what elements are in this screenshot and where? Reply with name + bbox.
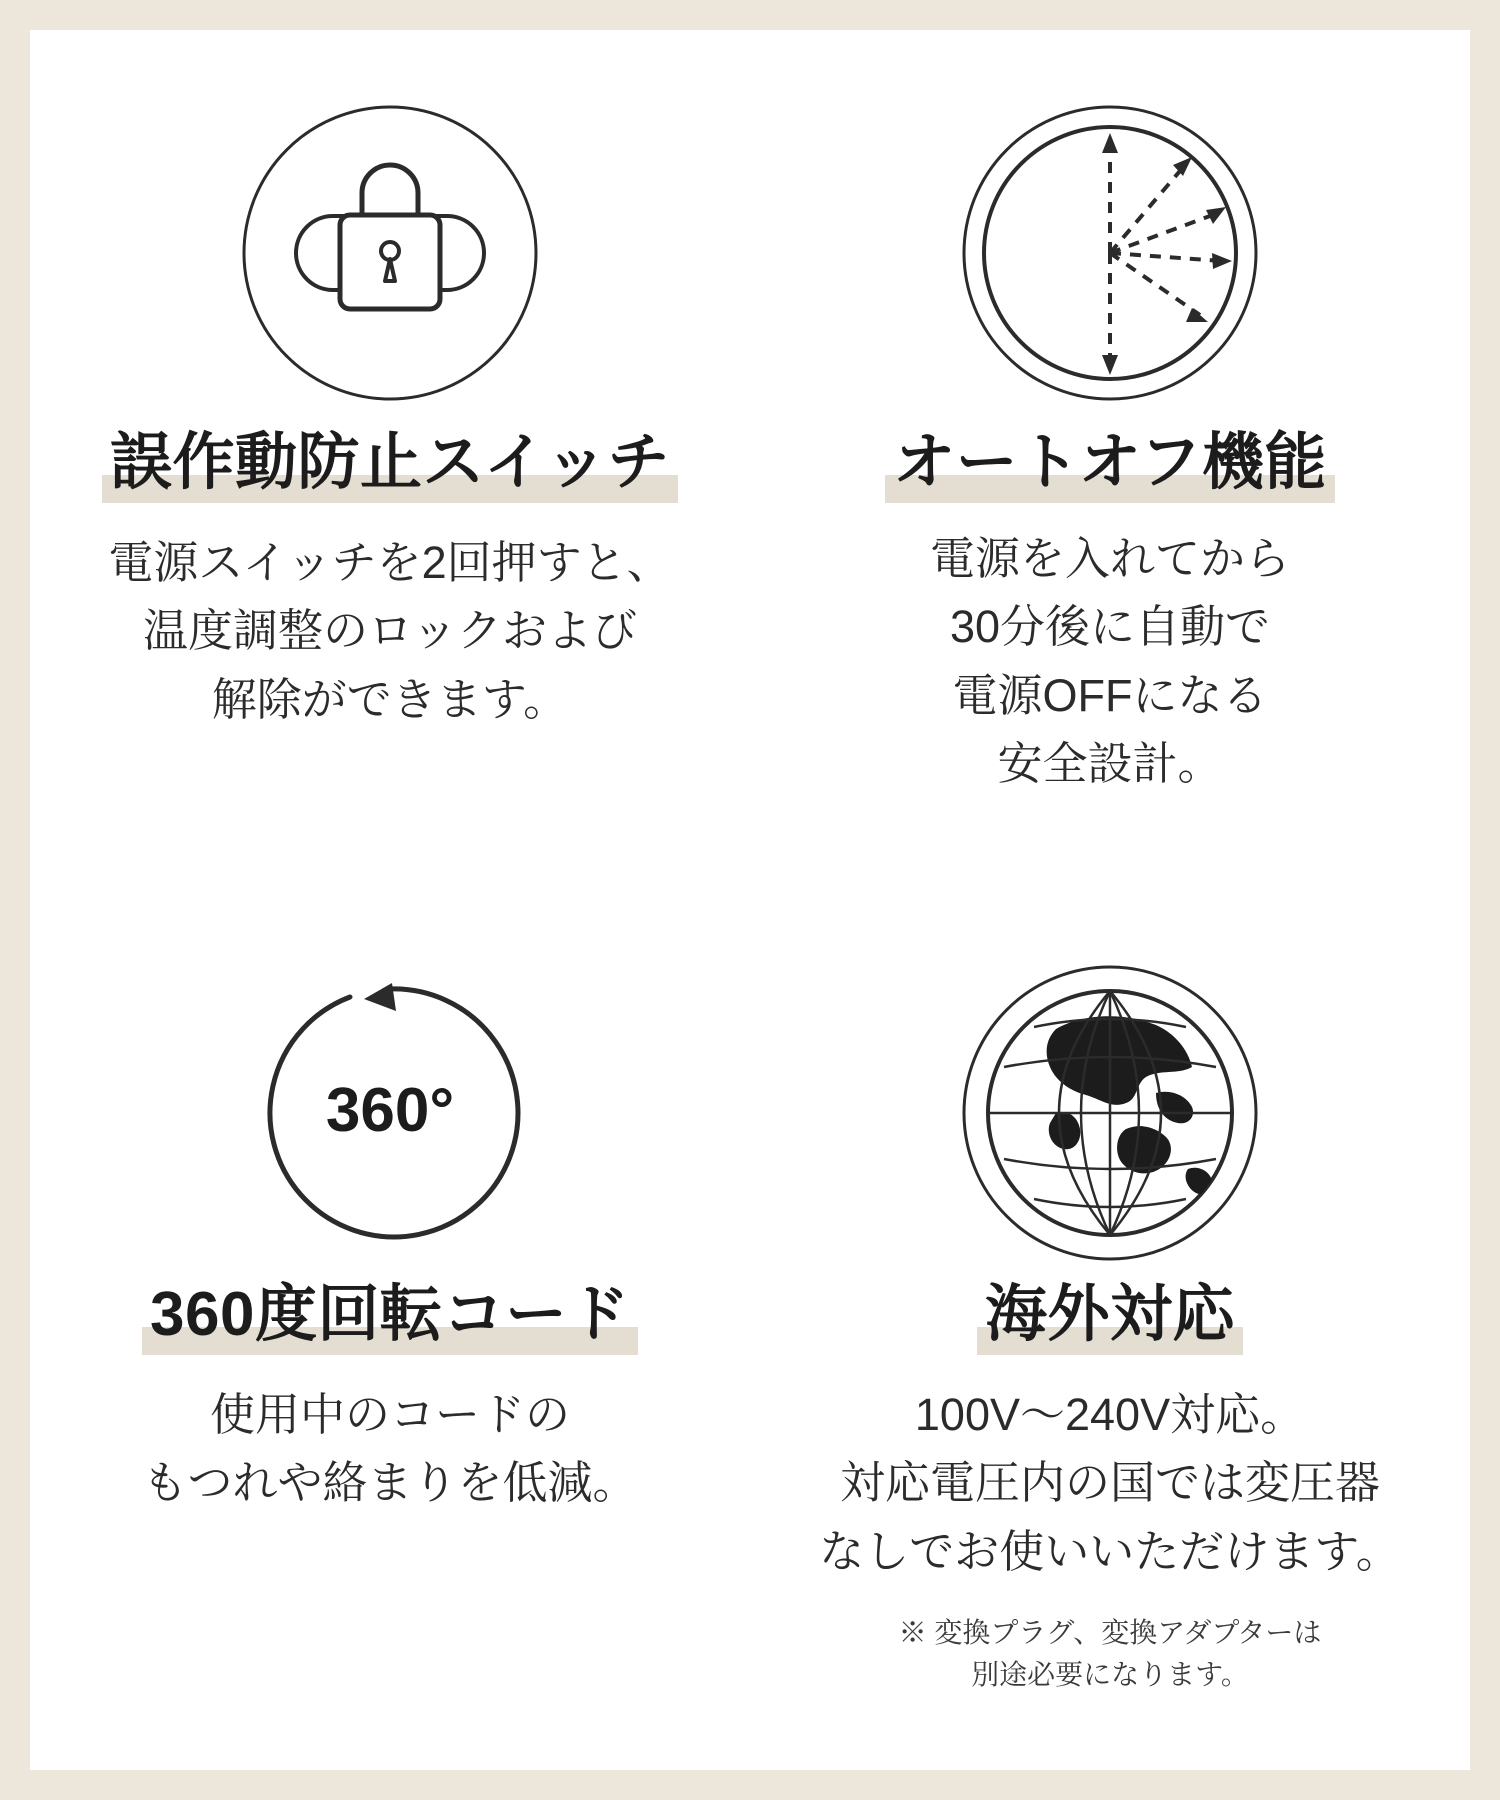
- rotation-360-icon: [225, 948, 555, 1278]
- feature-title: 360度回転コード: [142, 1282, 638, 1355]
- feature-card-overseas: [750, 900, 1470, 1770]
- feature-title: 誤作動防止スイッチ: [102, 430, 678, 503]
- feature-card-rotating-cord: [30, 900, 750, 1770]
- lock-switch-icon: [225, 88, 555, 418]
- content-sheet: [30, 30, 1470, 1770]
- feature-description: 電源スイッチを2回押すと、 温度調整のロックおよび 解除ができます。: [108, 537, 672, 725]
- auto-off-clock-icon: [945, 88, 1275, 418]
- feature-card-lock-switch: [30, 30, 750, 900]
- feature-grid: [30, 30, 1470, 1770]
- feature-description: 100V〜240V対応。 対応電圧内の国では変圧器 なしでお使いいただけます。: [819, 1389, 1401, 1577]
- feature-note: ※ 変換プラグ、変換アダプターは 別途必要になります。: [898, 1617, 1322, 1691]
- feature-description: 電源を入れてから 30分後に自動で 電源OFFになる 安全設計。: [929, 533, 1290, 790]
- globe-icon: [945, 948, 1275, 1278]
- feature-description: 使用中のコードの もつれや絡まりを低減。: [142, 1389, 638, 1509]
- feature-title: オートオフ機能: [885, 430, 1335, 503]
- feature-title: 海外対応: [977, 1282, 1243, 1355]
- feature-card-auto-off: [750, 30, 1470, 900]
- rotation-icon-label: 360°: [325, 1076, 455, 1145]
